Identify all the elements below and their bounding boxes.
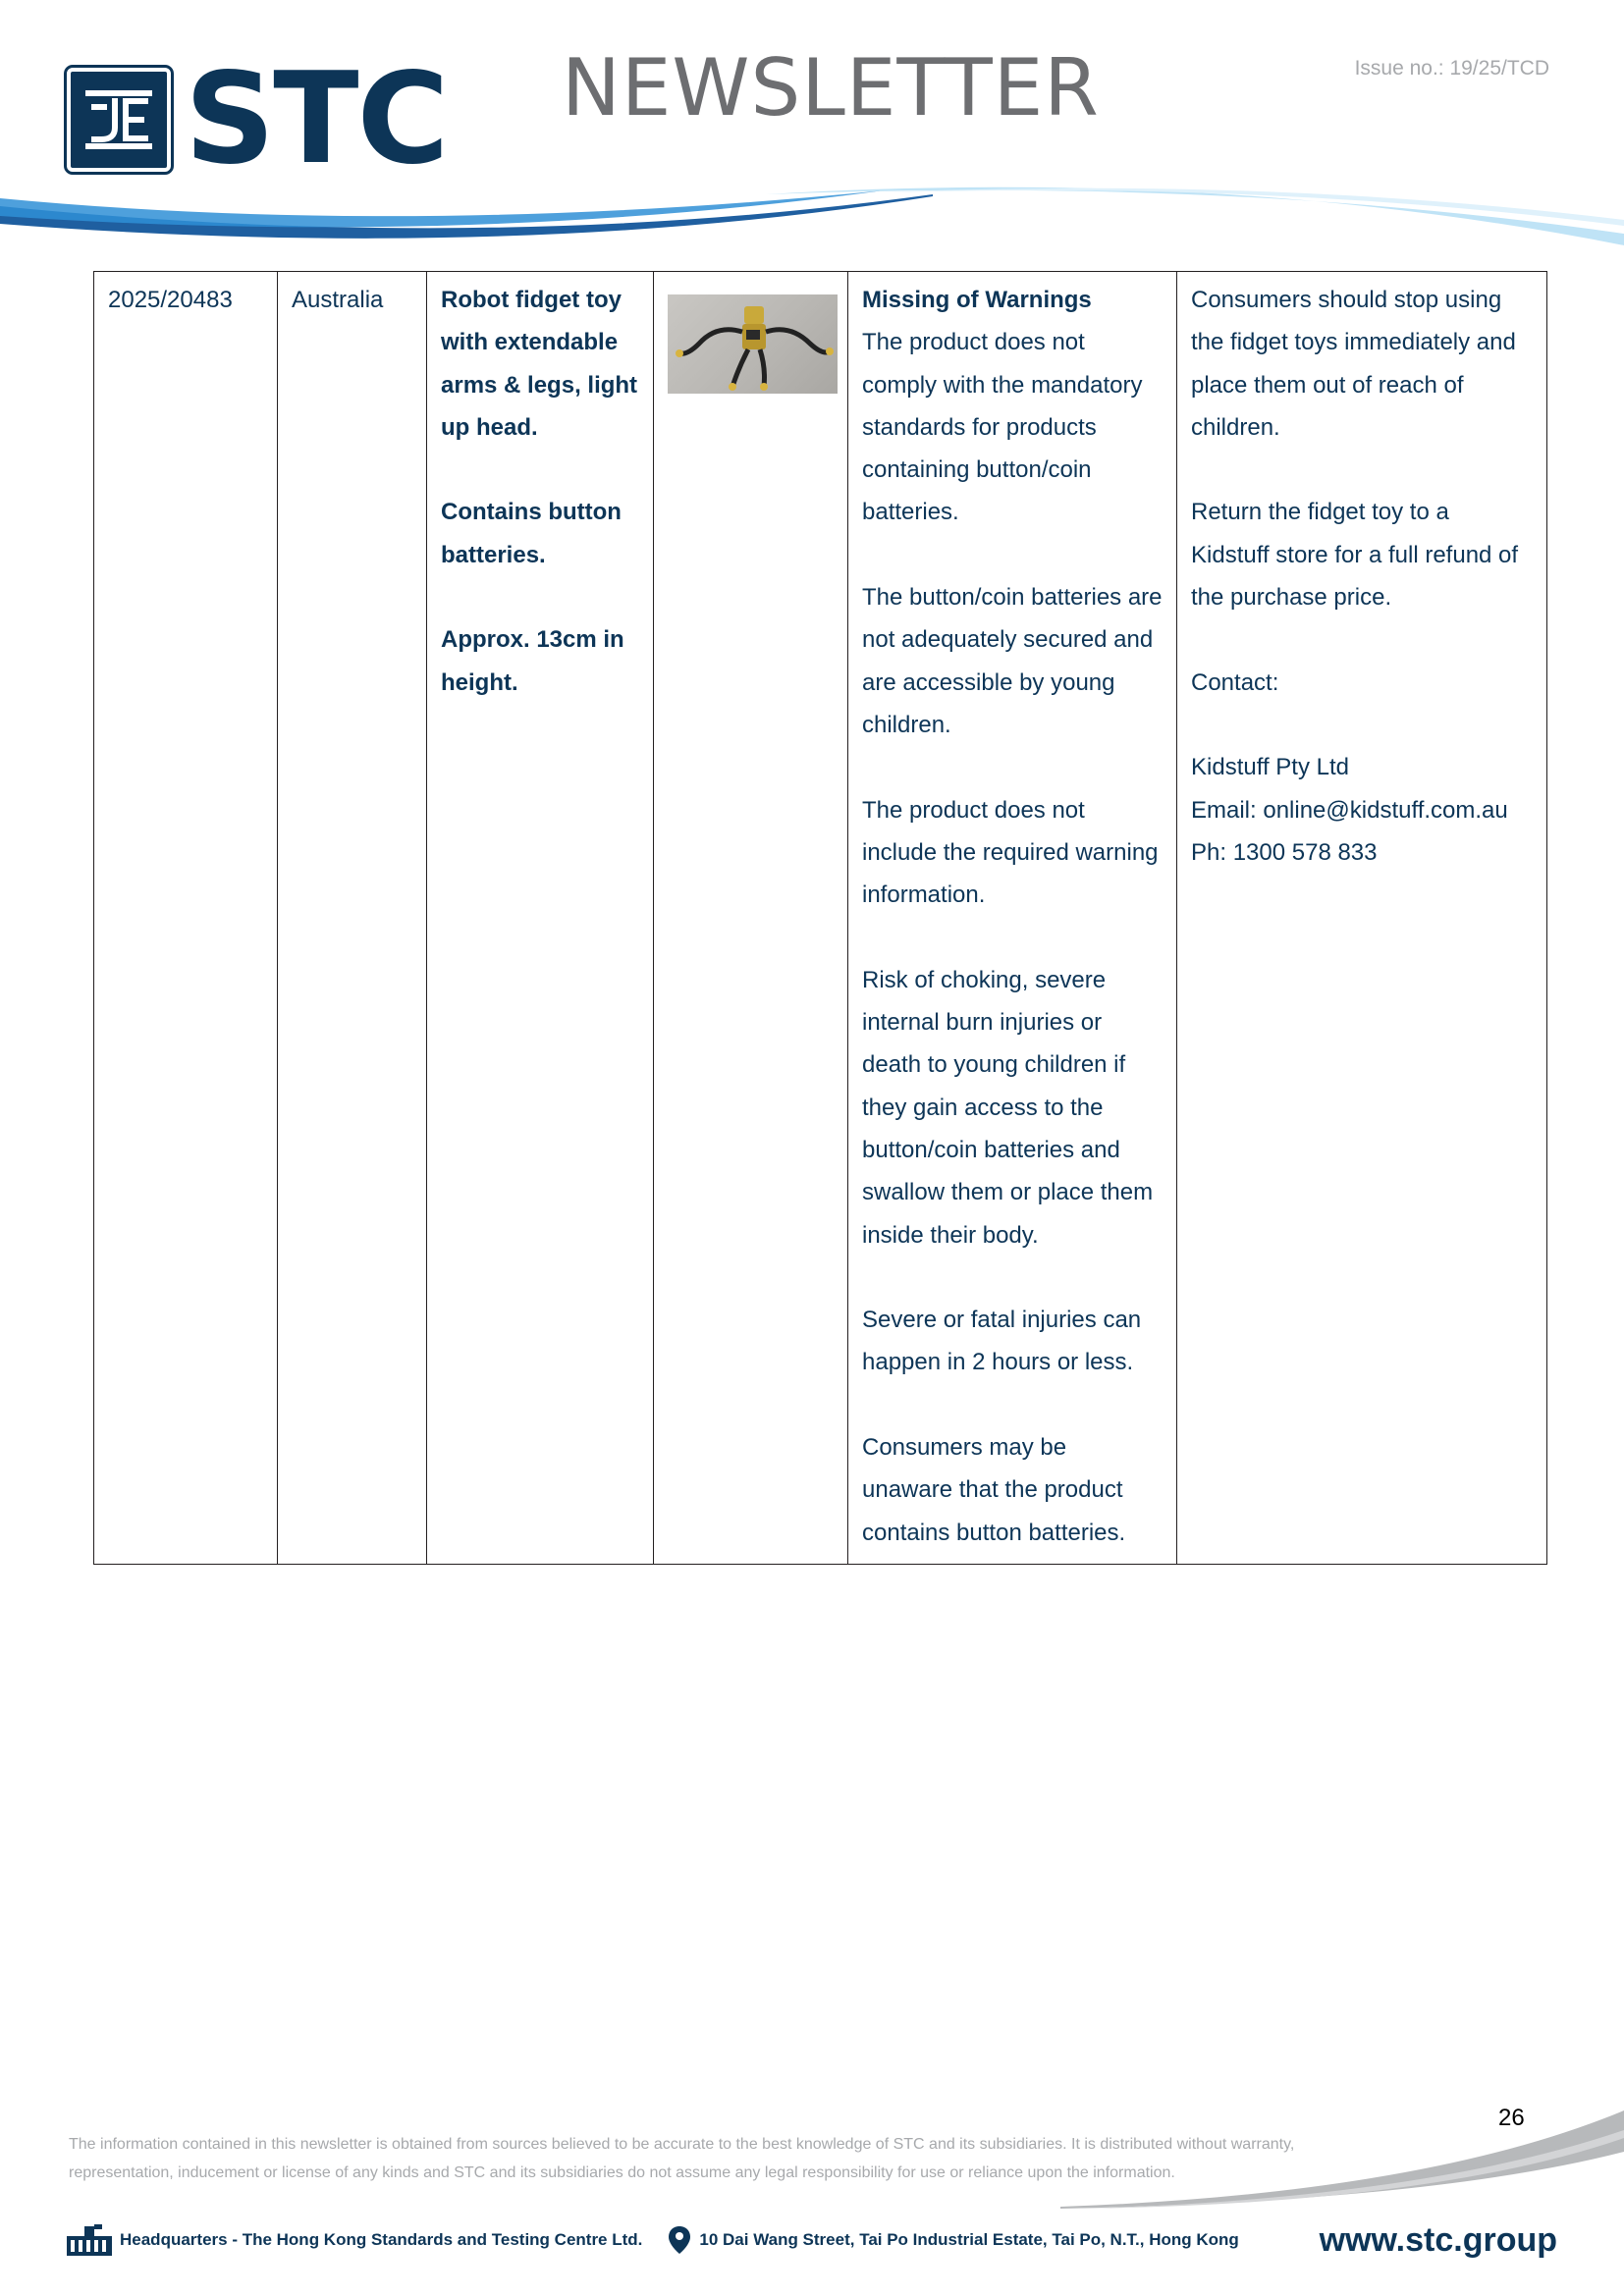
reference-number: 2025/20483 (108, 287, 233, 313)
page-number: 26 (1498, 2105, 1525, 2131)
disclaimer: The information contained in this newsletter is obtained from sources believed to be accurate to the best knowledge of STC and its subsidiaries. It is distributed without warranty, representation, inducement or license of any kinds and STC and its subsidiaries do not assume any legal responsibility for use or reliance upon the information. (69, 2136, 1295, 2181)
stc-logo-mark (67, 68, 171, 172)
reference-cell (94, 272, 278, 1565)
country: Australia (292, 287, 384, 313)
recall-table (93, 271, 1547, 1565)
hazard-cell (848, 272, 1177, 1565)
action-cell (1177, 272, 1547, 1565)
headquarters-label: Headquarters - The Hong Kong Standards and Testing Centre Ltd. (120, 2230, 643, 2249)
stc-logo (67, 46, 448, 192)
product-photo (668, 294, 838, 394)
hazard-description: The product does not comply with the mandatory standards for products containing button/coin batteries. The button/coin batteries are not adequately secured and are accessible by young children. The product does not include the required warning information. Risk of choking, severe internal burn injuries or death to young children if they gain access to the button/coin batteries and swallow them or place them inside their body. Severe or fatal injuries can happen in 2 hours or less. Consumers may be unaware that the product contains button batteries. (862, 329, 1163, 1546)
header-swoosh-decoration (0, 177, 1624, 255)
hazard-title: Missing of Warnings (862, 287, 1092, 313)
website-link[interactable]: www.stc.group (1319, 2220, 1557, 2259)
issue-number: Issue no.: 19/25/TCD (1354, 57, 1549, 80)
country-cell (278, 272, 427, 1565)
image-cell (654, 272, 848, 1565)
brand-name: STC (185, 46, 448, 192)
table-row (94, 272, 1547, 1565)
building-icon (65, 2222, 114, 2258)
product-cell (427, 272, 654, 1565)
location-pin-icon (668, 2225, 691, 2255)
robot-toy-icon (668, 294, 838, 394)
product-description: Robot fidget toy with extendable arms & legs, light up head. Contains button batteries. Approx. 13cm in height. (441, 287, 638, 696)
consumer-action: Consumers should stop using the fidget toys immediately and place them out of reach of children. Return the fidget toy to a Kidstuff store for a full refund of the purchase price. Contact: Kidstuff Pty Ltd Email: online@kidstuff.com.au Ph: 1300 578 833 (1191, 287, 1519, 866)
headquarters-address: 10 Dai Wang Street, Tai Po Industrial Estate, Tai Po, N.T., Hong Kong (699, 2230, 1239, 2249)
footer-bar (65, 2220, 1557, 2260)
newsletter-title: NEWSLETTER (562, 42, 1100, 133)
stc-monogram-icon (80, 80, 158, 159)
